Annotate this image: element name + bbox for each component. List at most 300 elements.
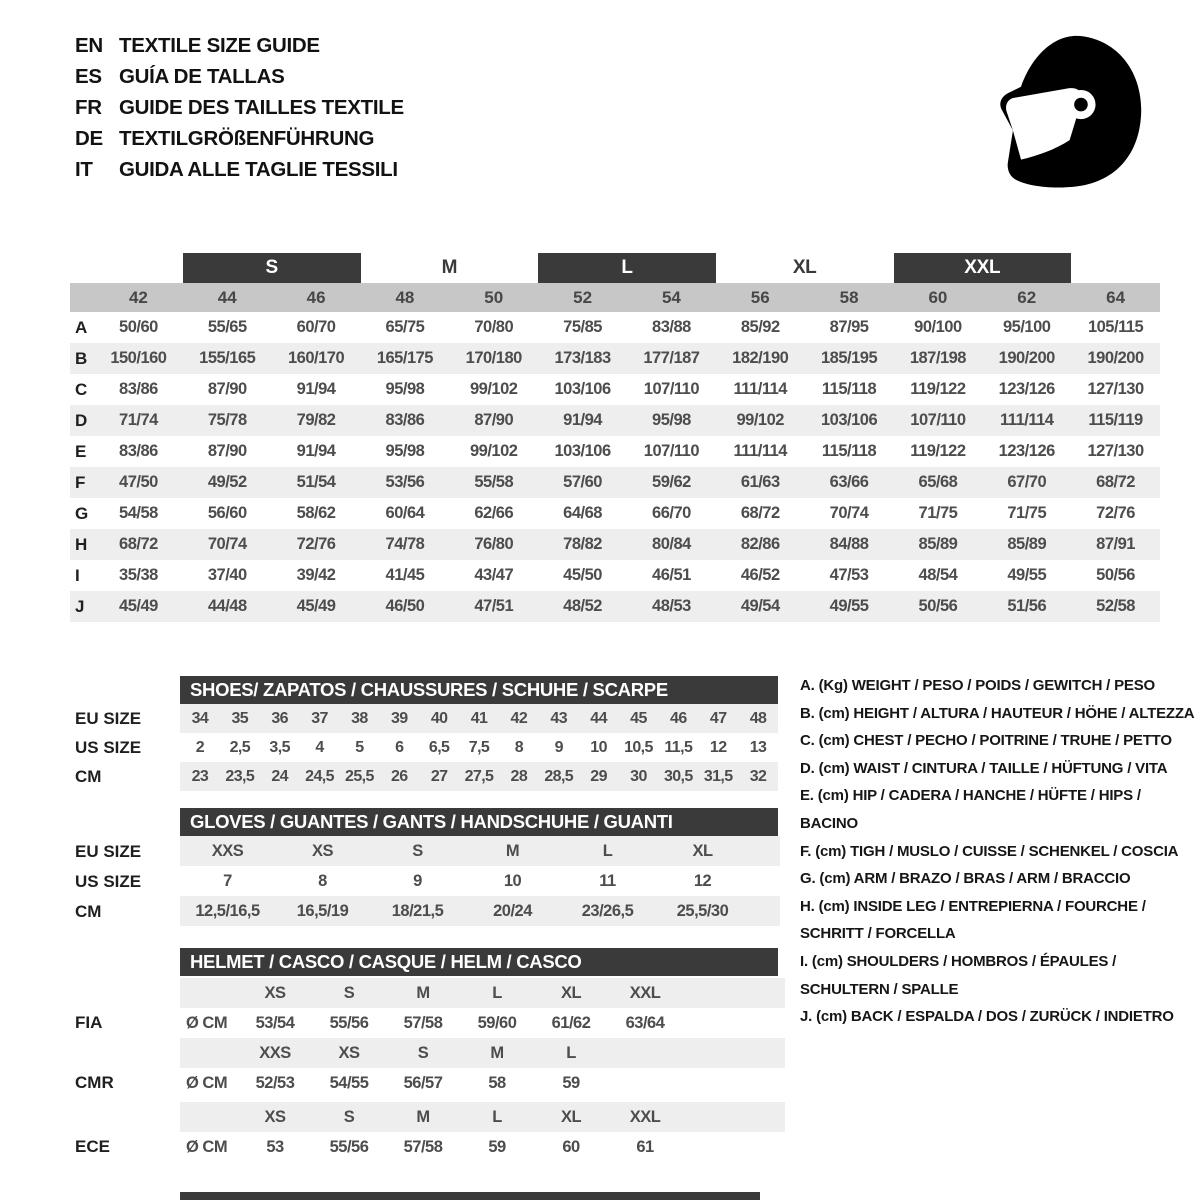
size-value: 43/47: [474, 566, 514, 584]
numeric-size: 60: [928, 287, 948, 307]
size-value: 87/91: [1096, 535, 1135, 553]
size-value: 41/45: [385, 566, 425, 584]
size-value: 190/200: [1087, 349, 1144, 367]
size-value: 71/75: [1007, 504, 1047, 522]
size-value: 123/126: [998, 380, 1055, 398]
language-code: IT: [75, 157, 93, 181]
row-label: E: [75, 441, 87, 461]
cropped-next-section-bar: [180, 1192, 760, 1200]
shoes-cm-row: [180, 762, 778, 791]
size-value: 95/98: [652, 411, 691, 429]
helmet-size-label: [608, 1038, 682, 1068]
size-value: 56/60: [207, 504, 247, 522]
size-value: 82/86: [740, 535, 780, 553]
language-row: [75, 61, 404, 92]
gloves-us-value: 10: [503, 871, 522, 890]
gloves-us-value: 12: [693, 871, 712, 890]
shoes-eu-value: 46: [670, 709, 687, 727]
size-value: 61/63: [740, 473, 780, 491]
helmet-size-value: 53/54: [255, 1013, 295, 1032]
size-value: 170/180: [465, 349, 522, 367]
size-value: 103/106: [554, 380, 611, 398]
gloves-cm-label: CM: [75, 901, 102, 921]
size-value: 160/170: [288, 349, 345, 367]
gloves-cm-value: 20/24: [493, 901, 532, 920]
gloves-cm-value: 25,5/30: [676, 901, 729, 920]
size-letter-xl: XL: [792, 257, 817, 278]
size-value: 91/94: [296, 442, 336, 460]
gloves-eu-value: L: [602, 841, 613, 860]
size-value: 99/102: [736, 411, 784, 429]
size-value: 127/130: [1087, 380, 1144, 398]
helmet-size-label: XXS: [259, 1043, 291, 1062]
helmet-size-label: XL: [560, 1107, 582, 1126]
shoes-cm-value: 24: [271, 767, 288, 785]
shoes-us-value: 6,5: [428, 738, 450, 756]
helmet-size-label: XL: [560, 983, 582, 1002]
numeric-size: 46: [306, 287, 326, 307]
helmet-size-label: S: [417, 1043, 429, 1062]
gloves-row-filler: [750, 836, 780, 866]
shoes-cm-value: 24,5: [305, 767, 334, 785]
size-value: 68/72: [1096, 473, 1135, 491]
size-value: 119/122: [910, 380, 966, 398]
size-value: 58/62: [296, 504, 336, 522]
language-title: TEXTILGRÖßENFÜHRUNG: [119, 126, 375, 150]
helmet-size-label: XS: [264, 1107, 286, 1126]
size-value: 91/94: [296, 380, 336, 398]
helmet-size-label: M: [416, 983, 430, 1002]
language-row: [75, 30, 404, 61]
helmet-size-value: 56/57: [403, 1073, 443, 1092]
legend-line-i: I. (cm) SHOULDERS / HOMBROS / ÉPAULES / SCHULTERN / SPALLE: [800, 952, 1117, 998]
shoes-us-value: 8: [514, 738, 524, 756]
size-value: 49/54: [740, 597, 780, 615]
size-value: 74/78: [385, 535, 425, 553]
fia-sizes-row: [180, 978, 785, 1008]
size-value: 48/52: [563, 597, 602, 615]
size-value: 49/52: [207, 473, 247, 491]
size-value: 63/66: [829, 473, 869, 491]
helmet-size-value: 59/60: [477, 1013, 517, 1032]
size-value: 127/130: [1087, 442, 1144, 460]
helmet-section-header: HELMET / CASCO / CASQUE / HELM / CASCO: [180, 948, 778, 976]
size-value: 54/58: [119, 504, 158, 522]
table-row-a: [70, 312, 1160, 343]
size-value: 95/98: [385, 442, 425, 460]
numeric-size: 50: [484, 287, 504, 307]
size-value: 111/114: [1000, 411, 1054, 429]
ece-sizes-row: [180, 1102, 785, 1132]
shoes-eu-value: 34: [191, 709, 209, 727]
shoes-us-value: 13: [749, 738, 767, 756]
size-value: 47/50: [119, 473, 158, 491]
size-value: 57/60: [563, 473, 602, 491]
size-value: 68/72: [740, 504, 780, 522]
size-value: 83/86: [119, 380, 158, 398]
size-value: 66/70: [652, 504, 691, 522]
ece-values-row: [180, 1132, 785, 1162]
size-value: 47/51: [474, 597, 514, 615]
shoes-cm-value: 31,5: [703, 767, 733, 785]
helmet-size-value: 59: [562, 1073, 580, 1092]
shoes-cm-value: 28: [510, 767, 528, 785]
gloves-eu-row: [180, 836, 780, 866]
shoes-eu-value: 43: [550, 709, 568, 727]
size-value: 37/40: [207, 566, 247, 584]
size-value: 187/198: [909, 349, 966, 367]
row-label: D: [75, 410, 88, 430]
gloves-row-filler: [750, 866, 780, 896]
helmet-size-label: XXL: [629, 1107, 661, 1126]
language-code: FR: [75, 95, 102, 119]
shoes-eu-value: 38: [351, 709, 368, 727]
size-value: 45/49: [119, 597, 158, 615]
ece-label: ECE: [75, 1136, 110, 1156]
shoes-cm-value: 23,5: [225, 767, 255, 785]
shoes-cm-value: 25,5: [345, 767, 374, 785]
size-value: 51/56: [1007, 597, 1047, 615]
numeric-size: 56: [750, 287, 770, 307]
size-value: 47/53: [829, 566, 869, 584]
shoes-us-value: 2,5: [229, 738, 251, 756]
size-value: 84/88: [829, 535, 869, 553]
size-value: 65/75: [385, 318, 425, 336]
helmet-size-label: S: [343, 1107, 355, 1126]
shoes-eu-value: 45: [630, 709, 647, 727]
textile-size-table: [70, 253, 1160, 622]
size-value: 155/165: [199, 349, 256, 367]
helmet-size-value: 57/58: [403, 1137, 443, 1156]
numeric-size-band: [70, 283, 1160, 312]
band-spacer: [70, 283, 94, 312]
size-value: 103/106: [554, 442, 611, 460]
helmet-size-value: 55/56: [329, 1137, 369, 1156]
size-value: 95/98: [385, 380, 425, 398]
size-value: 87/90: [474, 411, 514, 429]
helmet-size-value: 61: [636, 1137, 654, 1156]
size-value: 35/38: [119, 566, 158, 584]
size-letter-s: S: [183, 253, 361, 283]
size-value: 76/80: [474, 535, 514, 553]
numeric-size: 42: [128, 287, 148, 307]
row-label: A: [75, 317, 88, 337]
size-value: 71/74: [119, 411, 158, 429]
size-value: 165/175: [376, 349, 433, 367]
helmet-size-value: 60: [562, 1137, 580, 1156]
language-code: DE: [75, 126, 103, 150]
gloves-us-value: 8: [318, 871, 327, 890]
numeric-size: 64: [1106, 287, 1126, 307]
helmet-size-value: 59: [488, 1137, 506, 1156]
size-value: 45/49: [296, 597, 336, 615]
size-value: 39/42: [296, 566, 336, 584]
language-code: ES: [75, 64, 102, 88]
table-row-g: [70, 498, 1160, 529]
numeric-size: 62: [1017, 287, 1037, 307]
size-value: 85/92: [740, 318, 780, 336]
table-row-b: [70, 343, 1160, 374]
size-value: 52/58: [1096, 597, 1135, 615]
size-value: 150/160: [110, 349, 167, 367]
size-value: 123/126: [998, 442, 1055, 460]
shoes-us-value: 4: [315, 738, 324, 756]
row-label: I: [75, 565, 80, 585]
size-value: 107/110: [910, 411, 966, 429]
language-title: TEXTILE SIZE GUIDE: [119, 33, 320, 57]
helmet-size-value: 61/62: [551, 1013, 591, 1032]
language-row: [75, 92, 404, 123]
size-value: 105/115: [1087, 318, 1144, 336]
helmet-size-label: L: [492, 1107, 502, 1126]
size-value: 55/65: [207, 318, 247, 336]
numeric-size: 44: [217, 287, 237, 307]
helmet-size-label: XXL: [629, 983, 661, 1002]
size-value: 67/70: [1007, 473, 1047, 491]
size-value: 49/55: [1007, 566, 1047, 584]
shoes-eu-value: 44: [590, 709, 607, 727]
shoes-eu-value: 47: [709, 709, 727, 727]
size-value: 68/72: [119, 535, 158, 553]
shoes-eu-row: [180, 704, 778, 733]
size-value: 50/60: [119, 318, 158, 336]
helmet-size-label: M: [416, 1107, 430, 1126]
shoes-us-value: 11,5: [664, 738, 693, 756]
size-value: 46/52: [740, 566, 780, 584]
shoes-cm-value: 29: [590, 767, 607, 785]
helmet-size-value: 53: [266, 1137, 284, 1156]
shoes-us-value: 9: [554, 738, 563, 756]
helmet-unit-label: Ø CM: [186, 1137, 228, 1156]
size-value: 95/100: [1003, 318, 1051, 336]
size-value: 185/195: [821, 349, 878, 367]
size-value: 60/70: [296, 318, 336, 336]
shoes-cm-value: 26: [390, 767, 408, 785]
size-letter-l: L: [538, 253, 716, 283]
size-value: 70/74: [829, 504, 869, 522]
measurement-legend: [800, 672, 1200, 1031]
shoes-us-value: 2: [195, 738, 205, 756]
language-title: GUIDA ALLE TAGLIE TESSILI: [119, 157, 398, 181]
shoes-eu-value: 48: [749, 709, 767, 727]
size-value: 71/75: [918, 504, 958, 522]
gloves-section-header: GLOVES / GUANTES / GANTS / HANDSCHUHE / GUANTI: [180, 808, 778, 836]
numeric-size: 48: [395, 287, 415, 307]
language-title-list: [75, 30, 404, 185]
size-value: 87/90: [207, 442, 247, 460]
size-value: 62/66: [474, 504, 514, 522]
shoes-eu-value: 35: [231, 709, 249, 727]
numeric-size: 58: [839, 287, 859, 307]
size-value: 49/55: [829, 597, 869, 615]
legend-line-c: C. (cm) CHEST / PECHO / POITRINE / TRUHE / PETTO: [800, 732, 1172, 750]
size-value: 85/89: [1007, 535, 1047, 553]
helmet-unit-label: Ø CM: [186, 1013, 228, 1032]
language-title: GUIDE DES TAILLES TEXTILE: [119, 95, 404, 119]
size-value: 51/54: [296, 473, 336, 491]
cmr-sizes-row: [180, 1038, 785, 1068]
fia-label: FIA: [75, 1012, 103, 1032]
shoes-cm-value: 27: [430, 767, 448, 785]
size-value: 115/118: [821, 380, 877, 398]
size-value: 90/100: [914, 318, 962, 336]
table-row-f: [70, 467, 1160, 498]
gloves-eu-value: M: [505, 841, 520, 860]
size-letter-m: M: [441, 257, 458, 278]
language-title: GUÍA DE TALLAS: [119, 64, 285, 88]
shoes-eu-size-label: EU SIZE: [75, 708, 142, 728]
size-value: 85/89: [918, 535, 958, 553]
size-value: 79/82: [296, 411, 336, 429]
row-label: G: [75, 503, 89, 523]
row-label: F: [75, 472, 86, 492]
helmet-size-value: [608, 1068, 682, 1098]
legend-line-a: A. (Kg) WEIGHT / PESO / POIDS / GEWITCH / PESO: [800, 677, 1155, 694]
helmet-sizes-spacer: [180, 1102, 238, 1132]
helmet-size-label: XS: [264, 983, 286, 1002]
cmr-values-row: [180, 1068, 785, 1098]
shoes-eu-value: 37: [311, 709, 328, 727]
racing-helmet-icon: [982, 30, 1154, 192]
shoes-us-value: 10,5: [624, 738, 653, 756]
size-value: 59/62: [652, 473, 691, 491]
size-value: 78/82: [563, 535, 602, 553]
row-label: B: [75, 348, 88, 368]
row-label: C: [75, 379, 88, 399]
size-value: 190/200: [998, 349, 1055, 367]
legend-line-d: D. (cm) WAIST / CINTURA / TAILLE / HÜFTUNG / VITA: [800, 759, 1168, 777]
size-value: 72/76: [296, 535, 336, 553]
size-value: 46/50: [385, 597, 425, 615]
language-row: [75, 154, 404, 185]
size-value: 177/187: [643, 349, 700, 367]
table-row-h: [70, 529, 1160, 560]
gloves-us-row: [180, 866, 780, 896]
helmet-size-label: XS: [338, 1043, 360, 1062]
size-value: 173/183: [554, 349, 611, 367]
gloves-eu-value: S: [412, 841, 423, 860]
size-value: 115/119: [1088, 411, 1143, 429]
size-value: 45/50: [563, 566, 602, 584]
helmet-sizes-spacer: [180, 1038, 238, 1068]
shoes-cm-label: CM: [75, 766, 102, 786]
helmet-sizes-spacer: [180, 978, 238, 1008]
size-value: 53/56: [385, 473, 425, 491]
table-row-d: [70, 405, 1160, 436]
cmr-label: CMR: [75, 1072, 114, 1092]
size-letter-xxl: XXL: [894, 253, 1072, 283]
shoes-cm-value: 28,5: [544, 767, 574, 785]
helmet-size-value: 58: [488, 1073, 506, 1092]
shoes-us-size-label: US SIZE: [75, 737, 142, 757]
gloves-eu-value: XL: [692, 841, 713, 860]
legend-line-g: G. (cm) ARM / BRAZO / BRAS / ARM / BRACCIO: [800, 870, 1131, 888]
size-value: 83/86: [119, 442, 158, 460]
size-value: 87/95: [829, 318, 869, 336]
size-value: 55/58: [474, 473, 514, 491]
shoes-us-value: 6: [395, 738, 404, 756]
gloves-us-value: 7: [223, 871, 232, 890]
fia-values-row: [180, 1008, 785, 1038]
size-value: 72/76: [1096, 504, 1135, 522]
table-row-j: [70, 591, 1160, 622]
helmet-size-value: 63/64: [625, 1013, 665, 1032]
size-value: 70/74: [207, 535, 247, 553]
helmet-size-value: 55/56: [329, 1013, 369, 1032]
row-label: J: [75, 596, 85, 616]
size-value: 83/86: [385, 411, 425, 429]
helmet-size-label: L: [492, 983, 502, 1002]
table-row-i: [70, 560, 1160, 591]
size-value: 87/90: [207, 380, 247, 398]
size-value: 107/110: [643, 380, 700, 398]
shoes-cm-value: 32: [749, 767, 767, 785]
size-value: 64/68: [563, 504, 602, 522]
helmet-size-label: S: [343, 983, 355, 1002]
size-value: 111/114: [733, 380, 787, 398]
row-label: H: [75, 534, 88, 554]
language-row: [75, 123, 404, 154]
size-value: 99/102: [470, 380, 518, 398]
legend-line-b: B. (cm) HEIGHT / ALTURA / HAUTEUR / HÖHE / ALTEZZA: [800, 704, 1195, 722]
gloves-cm-row: [180, 896, 780, 926]
gloves-cm-value: 23/26,5: [581, 901, 634, 920]
shoes-cm-value: 30,5: [663, 767, 693, 785]
gloves-cm-value: 12,5/16,5: [195, 901, 260, 920]
helmet-size-label: L: [566, 1043, 576, 1062]
gloves-us-size-label: US SIZE: [75, 871, 142, 891]
gloves-row-filler: [750, 896, 780, 926]
shoes-us-value: 7,5: [468, 738, 490, 756]
gloves-cm-value: 18/21,5: [391, 901, 444, 920]
size-value: 46/51: [652, 566, 691, 584]
legend-line-j: J. (cm) BACK / ESPALDA / DOS / ZURÜCK / INDIETRO: [800, 1008, 1174, 1026]
size-value: 99/102: [470, 442, 518, 460]
size-value: 103/106: [821, 411, 878, 429]
size-value: 107/110: [643, 442, 700, 460]
shoes-us-value: 5: [355, 738, 364, 756]
shoes-cm-value: 23: [191, 767, 209, 785]
gloves-eu-value: XS: [311, 841, 333, 860]
helmet-size-value: 57/58: [403, 1013, 443, 1032]
numeric-size: 52: [573, 287, 593, 307]
size-value: 91/94: [563, 411, 602, 429]
size-value: 182/190: [732, 349, 789, 367]
gloves-us-value: 11: [599, 871, 616, 890]
shoes-us-value: 3,5: [269, 738, 290, 756]
shoes-us-row: [180, 733, 778, 762]
size-value: 119/122: [910, 442, 966, 460]
shoes-us-value: 12: [709, 738, 727, 756]
size-value: 75/78: [207, 411, 247, 429]
shoes-eu-value: 42: [510, 709, 528, 727]
shoes-cm-value: 30: [630, 767, 647, 785]
shoes-cm-value: 27,5: [464, 767, 494, 785]
shoes-eu-value: 36: [271, 709, 288, 727]
shoes-section-header: SHOES/ ZAPATOS / CHAUSSURES / SCHUHE / SCARPE: [180, 676, 778, 704]
gloves-us-value: 9: [413, 871, 422, 890]
gloves-eu-size-label: EU SIZE: [75, 841, 142, 861]
shoes-eu-value: 40: [430, 709, 448, 727]
size-value: 48/53: [652, 597, 691, 615]
size-value: 60/64: [385, 504, 425, 522]
gloves-cm-value: 16,5/19: [296, 901, 349, 920]
legend-line-f: F. (cm) TIGH / MUSLO / CUISSE / SCHENKEL / COSCIA: [800, 842, 1179, 860]
size-value: 65/68: [918, 473, 958, 491]
shoes-eu-value: 39: [390, 709, 408, 727]
size-value: 111/114: [733, 442, 787, 460]
size-value: 44/48: [207, 597, 247, 615]
